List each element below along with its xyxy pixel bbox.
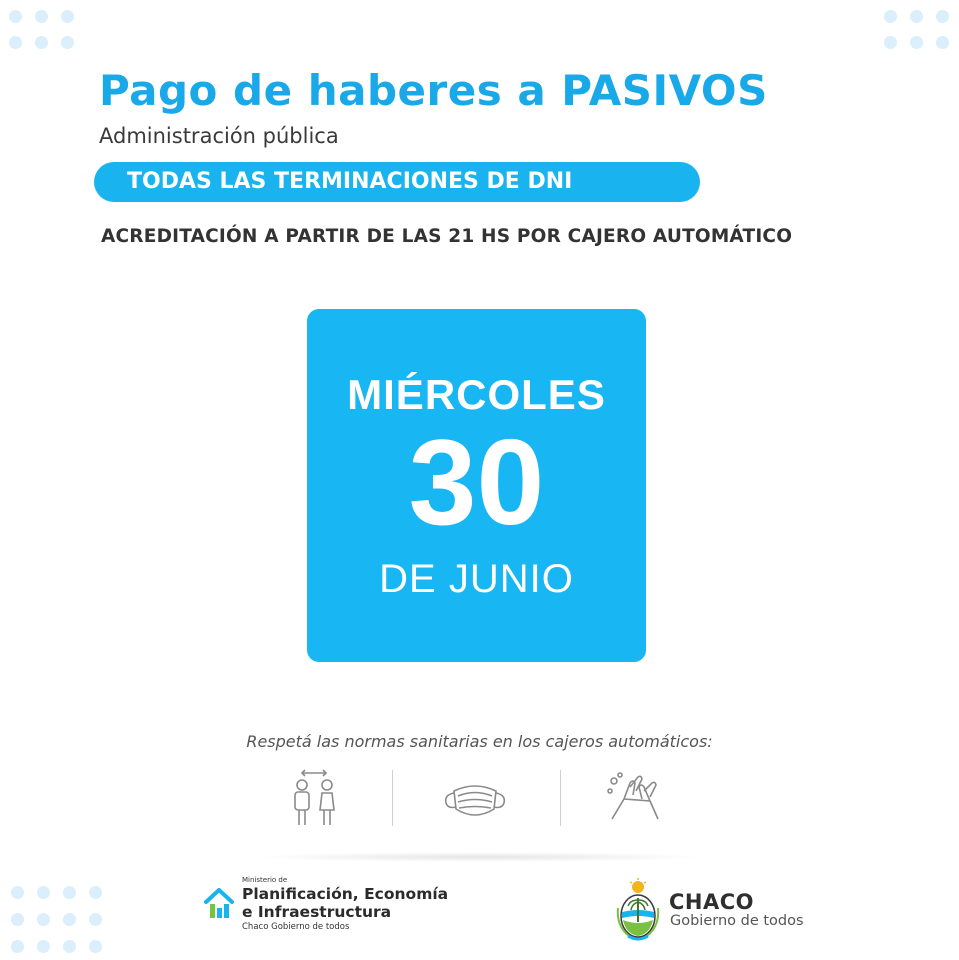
icon-divider <box>560 770 561 826</box>
ministry-logo <box>203 876 473 936</box>
page-subtitle: Administración pública <box>99 124 339 148</box>
ministry-name-line2: e Infraestructura <box>242 903 392 921</box>
icon-divider <box>392 770 393 826</box>
ministry-prefix: Ministerio de <box>242 876 288 884</box>
dni-banner: TODAS LAS TERMINACIONES DE DNI <box>94 162 700 202</box>
government-name: CHACO <box>669 890 755 914</box>
health-icons-row <box>255 768 703 830</box>
house-logo-icon <box>203 886 235 920</box>
province-seal-icon <box>614 878 662 942</box>
ministry-tagline: Chaco Gobierno de todos <box>242 922 350 932</box>
date-month: DE JUNIO <box>379 557 574 601</box>
date-day: 30 <box>408 414 545 550</box>
chaco-government-logo <box>614 878 824 944</box>
accreditation-notice: ACREDITACIÓN A PARTIR DE LAS 21 HS POR CAJERO AUTOMÁTICO <box>101 226 793 247</box>
page-title: Pago de haberes a PASIVOS <box>99 66 768 115</box>
date-weekday: MIÉRCOLES <box>347 371 606 418</box>
icons-shadow <box>250 852 710 862</box>
date-box <box>307 309 646 662</box>
government-tagline: Gobierno de todos <box>670 913 804 929</box>
face-mask-icon <box>415 768 535 830</box>
decorative-dots-top-right <box>884 10 949 49</box>
ministry-name-line1: Planificación, Economía <box>242 885 449 903</box>
health-advice-text: Respetá las normas sanitarias en los cajeros automáticos: <box>246 732 713 751</box>
social-distance-icon <box>255 768 375 830</box>
hand-washing-icon <box>575 768 695 830</box>
decorative-dots-top-left <box>9 10 74 49</box>
decorative-dots-bottom-left <box>11 886 102 953</box>
